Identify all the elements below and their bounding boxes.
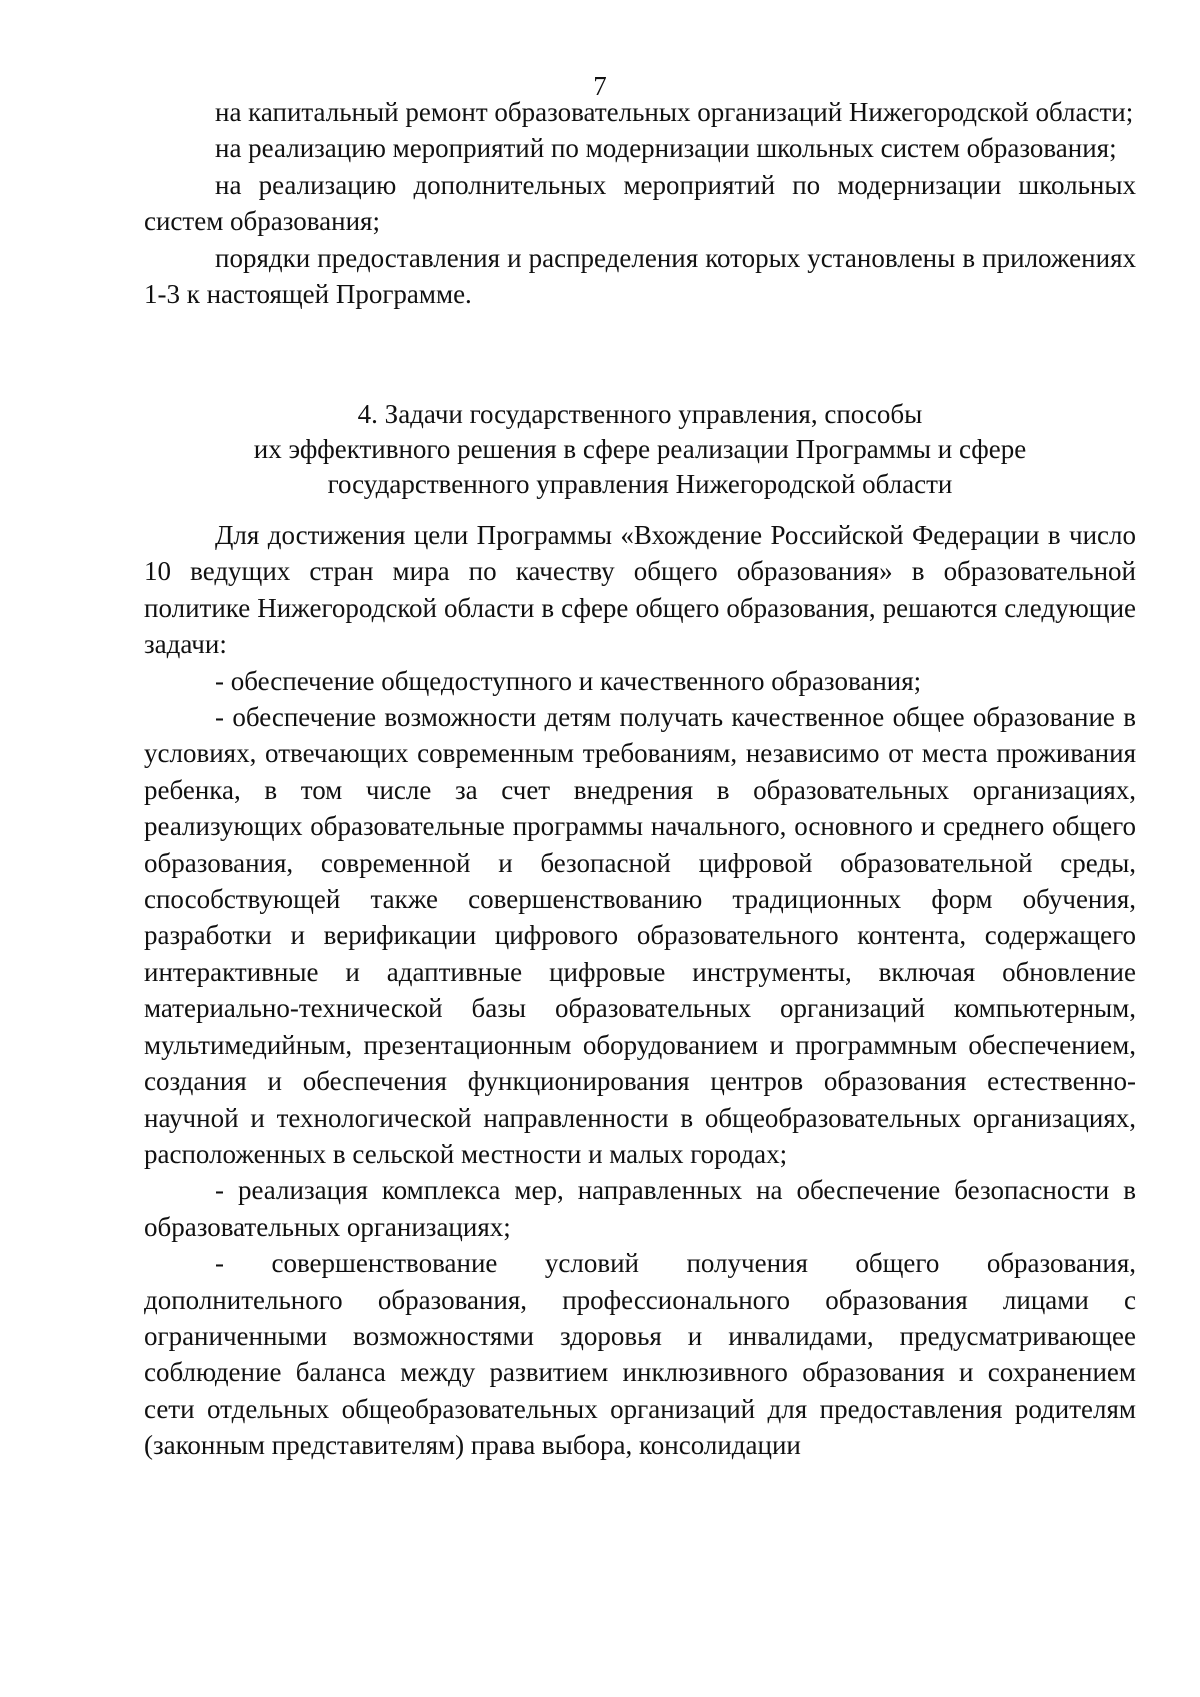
section-title-line-2: их эффективного решения в сфере реализации Программы и сфере <box>253 434 1027 464</box>
task-item: - обеспечение возможности детям получать качественное общее образование в условиях, отвечающих современным требованиям, независимо от места проживания ребенка, в том числе за счет внедрения в образовательных организациях, реализующих образовательные программы начального, основного и среднего общего образования, современной и безопасной цифровой образовательной среды, способствующей также совершенствованию традиционных форм обучения, разработки и верификации цифрового образовательного контента, содержащего интерактивные и адаптивные цифровые инструменты, включая обновление материально-технической базы образовательных организаций компьютерным, мультимедийным, презентационным оборудованием и программным обеспечением, создания и обеспечения функционирования центров образования естественно-научной и технологической направленности в общеобразовательных организациях, расположенных в сельской местности и малых городах; <box>144 702 1136 1169</box>
section-heading <box>144 397 1136 502</box>
task-item: - совершенствование условий получения общего образования, дополнительного образования, профессионального образования лицами с ограниченными возможностями здоровья и инвалидами, предусматривающее соблюдение баланса между развитием инклюзивного образования и сохранением сети отдельных общеобразовательных организаций для предоставления родителям (законным представителям) права выбора, консолидации <box>144 1248 1136 1461</box>
section-title-line-1: 4. Задачи государственного управления, способы <box>357 399 923 429</box>
task-item: - обеспечение общедоступного и качественного образования; <box>215 665 922 696</box>
task-item: - реализация комплекса мер, направленных на обеспечение безопасности в образовательных организациях; <box>144 1175 1136 1242</box>
section-body <box>144 517 1136 1464</box>
intro-paragraph: Для достижения цели Программы «Вхождение Российской Федерации в число 10 ведущих стран мира по качеству общего образования» в образовательной политике Нижегородской области в сфере общего образования, решаются следующие задачи: <box>144 520 1136 660</box>
list-item: порядки предоставления и распределения которых установлены в приложениях 1-3 к настоящей Программе. <box>144 242 1136 310</box>
page-number: 7 <box>593 71 607 101</box>
list-item: на реализацию дополнительных мероприятий по модернизации школьных систем образования; <box>144 169 1136 237</box>
funding-list <box>144 94 1136 312</box>
list-item: на реализацию мероприятий по модернизации школьных систем образования; <box>215 133 1117 164</box>
section-title <box>144 397 1136 502</box>
list-item: на капитальный ремонт образовательных организаций Нижегородской области; <box>215 97 1134 127</box>
section-title-line-3: государственного управления Нижегородской области <box>327 469 953 499</box>
